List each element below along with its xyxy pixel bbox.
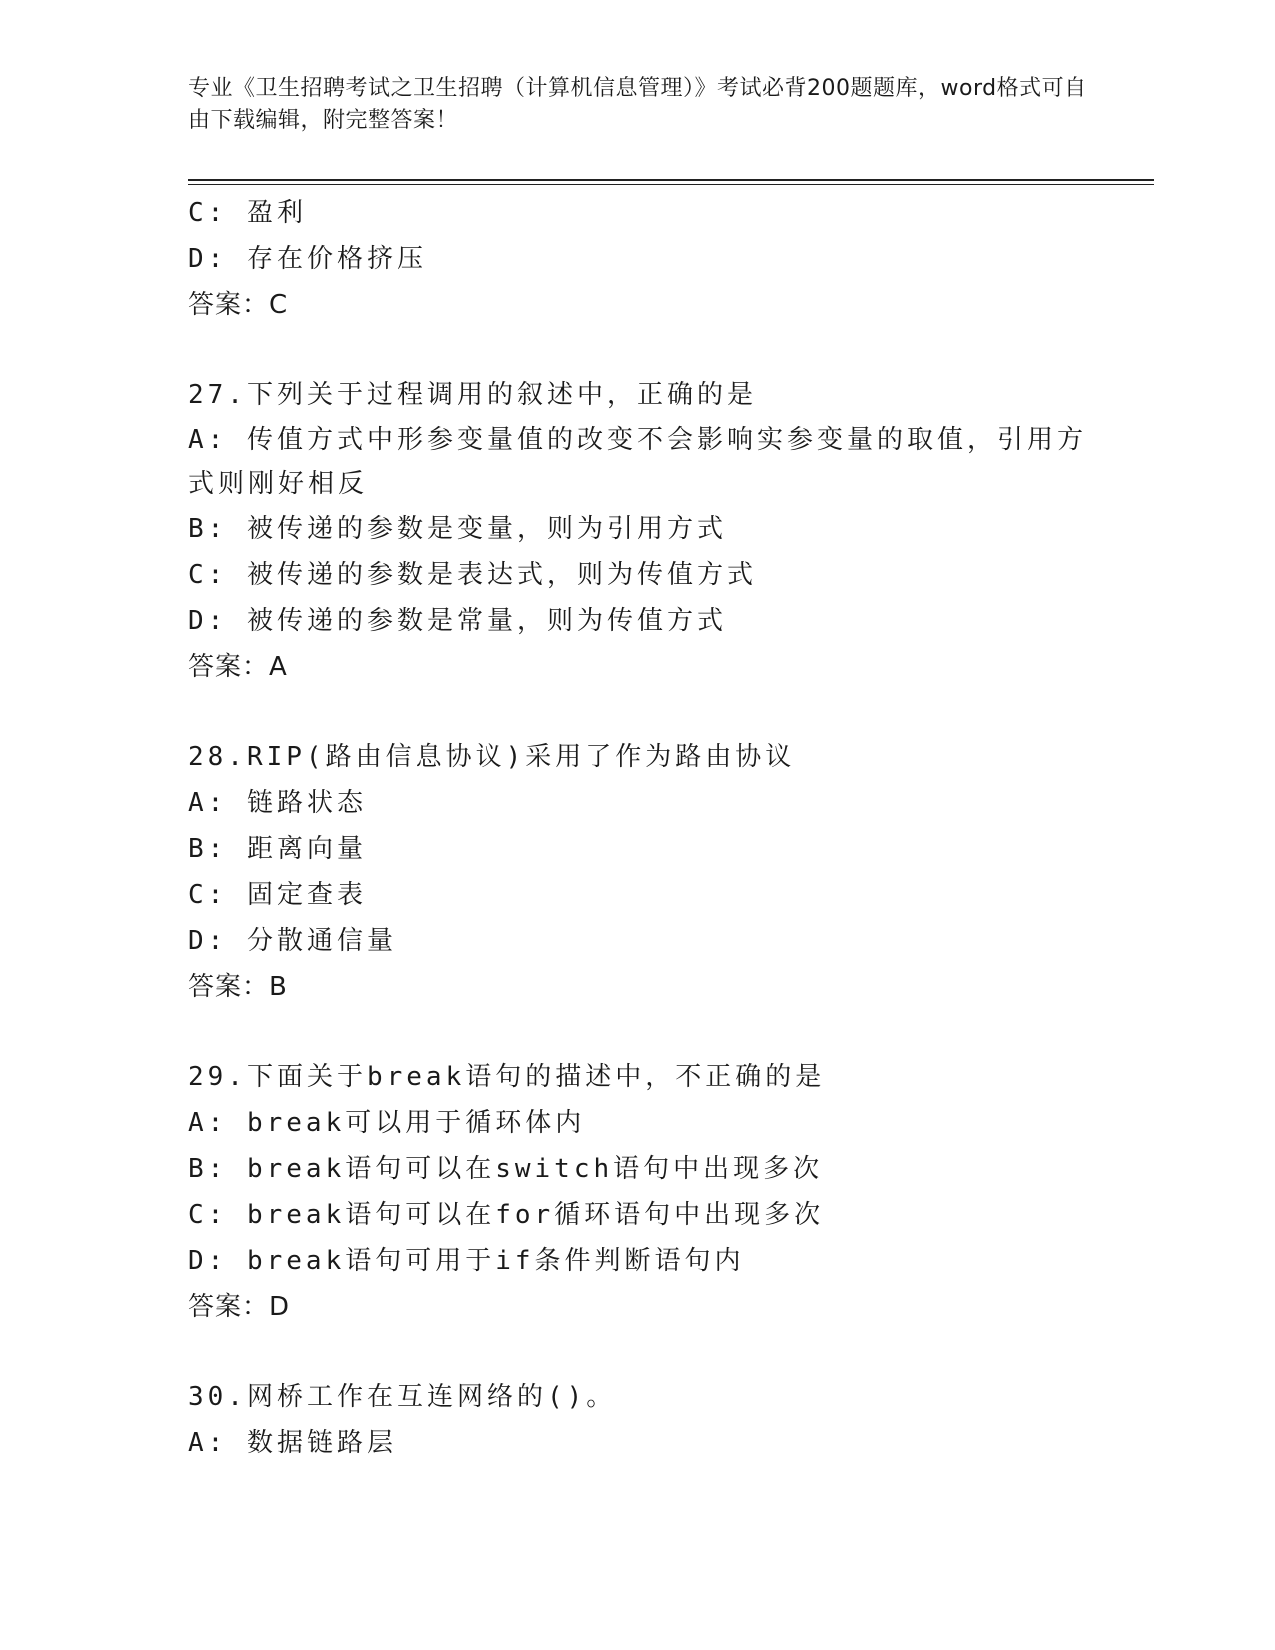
option-d: D: 分散通信量 xyxy=(188,926,397,956)
answer-line: 答案：D xyxy=(188,1292,291,1322)
question-list xyxy=(188,190,1088,1466)
option-d: D: 存在价格挤压 xyxy=(188,244,427,274)
option-b: B: 距离向量 xyxy=(188,834,367,864)
answer-line: 答案：B xyxy=(188,972,288,1002)
question-stem: 29.下面关于break语句的描述中，不正确的是 xyxy=(188,1062,826,1092)
spacer xyxy=(188,1010,1088,1054)
option-a: A: 传值方式中形参变量值的改变不会影响实参变量的取值，引用方式则刚好相反 xyxy=(188,425,1087,499)
question-stem: 27.下列关于过程调用的叙述中，正确的是 xyxy=(188,380,757,410)
question-29 xyxy=(188,1054,1088,1330)
question-stem: 30.网桥工作在互连网络的()。 xyxy=(188,1382,617,1412)
answer-line: 答案：C xyxy=(188,290,289,320)
option-a: A: 链路状态 xyxy=(188,788,367,818)
option-c: C: 被传递的参数是表达式，则为传值方式 xyxy=(188,560,757,590)
option-c: C: 盈利 xyxy=(188,198,307,228)
option-d: D: break语句可用于if条件判断语句内 xyxy=(188,1246,745,1276)
spacer xyxy=(188,1330,1088,1374)
option-a: A: 数据链路层 xyxy=(188,1428,397,1458)
option-a: A: break可以用于循环体内 xyxy=(188,1108,586,1138)
question-27 xyxy=(188,372,1088,690)
option-c: C: break语句可以在for循环语句中出现多次 xyxy=(188,1200,825,1230)
option-d: D: 被传递的参数是常量，则为传值方式 xyxy=(188,606,727,636)
question-28 xyxy=(188,734,1088,1010)
option-c: C: 固定查表 xyxy=(188,880,367,910)
option-b: B: break语句可以在switch语句中出现多次 xyxy=(188,1154,824,1184)
answer-line: 答案：A xyxy=(188,652,288,682)
question-30 xyxy=(188,1374,1088,1466)
previous-question-tail xyxy=(188,190,1088,328)
page-header: 专业《卫生招聘考试之卫生招聘（计算机信息管理）》考试必背200题题库，word格式可自由下载编辑，附完整答案！ xyxy=(188,76,1087,133)
question-stem: 28.RIP(路由信息协议)采用了作为路由协议 xyxy=(188,742,796,772)
spacer xyxy=(188,690,1088,734)
header-rule xyxy=(188,179,1154,181)
header-rule-thin xyxy=(188,184,1154,185)
option-b: B: 被传递的参数是变量，则为引用方式 xyxy=(188,514,727,544)
spacer xyxy=(188,328,1088,372)
